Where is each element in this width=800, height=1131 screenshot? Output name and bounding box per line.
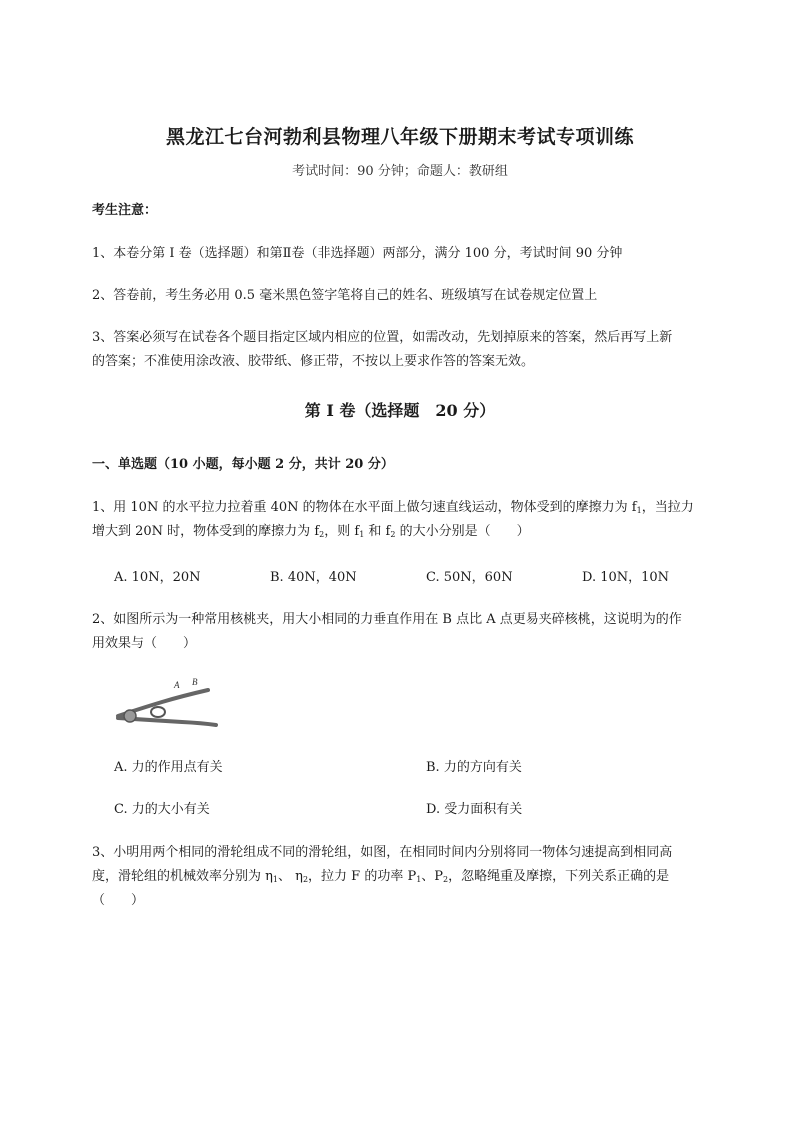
q2-option-a[interactable]: A. 力的作用点有关: [114, 760, 223, 775]
q1-line1: 1、用 10N 的水平拉力拉着重 40N 的物体在水平面上做匀速直线运动，物体受到的摩擦力为 $f_1$，当拉力: [92, 500, 694, 515]
notice-item-3: 3、答案必须写在试卷各个题目指定区域内相应的位置，如需改动，先划掉原来的答案，然后再写上新: [92, 330, 673, 345]
q1-option-a[interactable]: A. 10N，20N: [114, 570, 201, 585]
point-a-label: A: [174, 680, 180, 690]
q1-option-d[interactable]: D. 10N，10N: [582, 570, 670, 585]
q2-line2: 用效果与（ ）: [92, 636, 197, 651]
q3-line2: 度，滑轮组的机械效率分别为 $\eta_1$、 $\eta_2$，拉力 F 的功率 $P_1$、$P_2$，忽略绳重及摩擦，下列关系正确的是: [92, 869, 670, 884]
section-title: 第 I 卷（选择题 20 分）: [304, 401, 496, 420]
notice-heading: 考生注意：: [92, 203, 158, 218]
page-title: 黑龙江七台河勃利县物理八年级下册期末考试专项训练: [165, 126, 634, 148]
q1-option-c[interactable]: C. 50N，60N: [426, 570, 513, 585]
q2-option-b[interactable]: B. 力的方向有关: [426, 760, 522, 775]
nutcracker-figure: [112, 672, 222, 730]
q2-line1: 2、如图所示为一种常用核桃夹，用大小相同的力垂直作用在 B 点比 A 点更易夹碎核桃，这说明为的作: [92, 612, 682, 627]
q2-option-d[interactable]: D. 受力面积有关: [426, 802, 523, 817]
notice-item-2: 2、答卷前，考生务必用 0.5 毫米黑色签字笔将自己的姓名、班级填写在试卷规定位置上: [92, 288, 598, 303]
notice-item-1: 1、本卷分第 I 卷（选择题）和第Ⅱ卷（非选择题）两部分，满分 100 分，考试时间 90 分钟: [92, 246, 623, 261]
part-heading: 一、单选题（10 小题，每小题 2 分，共计 20 分）: [92, 457, 394, 472]
q1-option-b[interactable]: B. 40N，40N: [270, 570, 357, 585]
q1-line2: 增大到 20N 时，物体受到的摩擦力为 $f_2$，则 $f_1$ 和 $f_2$ 的大小分别是（ ）: [92, 524, 530, 539]
nutcracker-hinge: [124, 710, 136, 722]
notice-item-3-cont: 的答案；不准使用涂改液、胶带纸、修正带，不按以上要求作答的答案无效。: [92, 354, 535, 369]
exam-info: 考试时间：90 分钟；命题人：教研组: [292, 164, 508, 179]
nutcracker-jaw: [151, 707, 165, 717]
q2-option-c[interactable]: C. 力的大小有关: [114, 802, 210, 817]
q3-line3: （ ）: [92, 893, 145, 908]
q3-line1: 3、小明用两个相同的滑轮组成不同的滑轮组，如图，在相同时间内分别将同一物体匀速提高到相同高: [92, 845, 673, 860]
point-b-label: B: [192, 677, 198, 687]
